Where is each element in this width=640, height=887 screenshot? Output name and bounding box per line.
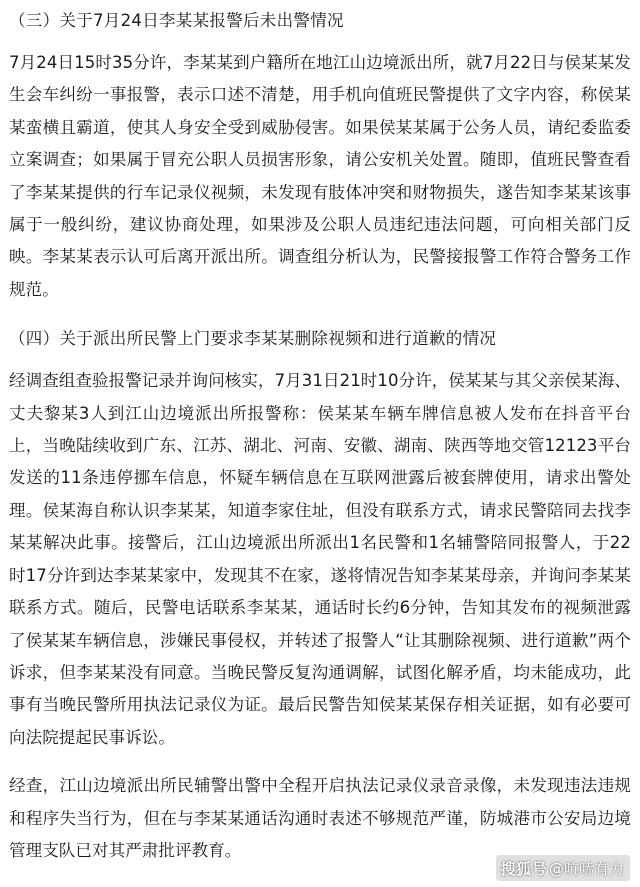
- section-4-paragraph-1: 经调查组查验报警记录并询问核实，7月31日21时10分许，侯某某与其父亲侯某海、丈夫黎某3人到江山边境派出所报警称：侯某某车辆车牌信息被人发布在抖音平台上，当晚陆续收到广东、江苏、湖北、河南、安徽、湖南、陕西等地交管12123平台发送的11条违停挪车信息，怀疑车辆信息在互联网泄露后被套牌使用，请求出警处理。侯某海自称认识李某某，知道李家住址，但没有联系方式，请求民警陪同去找李某某解决此事。接警后，江山边境派出所派出1名民警和1名辅警陪同报警人，于22时17分许到达李某某家中，发现其不在家，遂将情况告知李某某母亲，并询问李某某联系方式。随后，民警电话联系李某某，通话时长约6分钟，告知其发布的视频泄露了侯某某车辆信息，涉嫌民事侵权，并转述了报警人“让其删除视频、进行道歉”两个诉求，但李某某没有同意。当晚民警反复沟通调解，试图化解矛盾，均未能成功，此事有当晚民警所用执法记录仪为证。最后民警告知侯某某保存相关证据，如有必要可向法院提起民事诉讼。: [9, 371, 631, 747]
- section-3-heading: （三）关于7月24日李某某报警后未出警情况: [9, 11, 344, 30]
- watermark-author: @吭哧有力: [548, 859, 624, 878]
- section-4-paragraph-2: 经查，江山边境派出所民辅警出警中全程开启执法记录仪录音录像，未发现违法违规和程序失当行为，但在与李某某通话沟通时表述不够规范严谨，防城港市公安局边境管理支队已对其严肃批评教育。: [9, 776, 631, 860]
- section-3-paragraph: 7月24日15时35分许，李某某到户籍所在地江山边境派出所，就7月22日与侯某某发生会车纠纷一事报警，表示口述不清楚，用手机向值班民警提供了文字内容，称侯某某蛮横且霸道，使其人身安全受到威胁侵害。如果侯某某属于公务人员，请纪委监委立案调查；如果属于冒充公职人员损害形象，请公安机关处置。随即，值班民警查看了李某某提供的行车记录仪视频，未发现有肢体冲突和财物损失，遂告知李某某该事属于一般纠纷，建议协商处理，如果涉及公职人员违纪违法问题，可向相关部门反映。李某某表示认可后离开派出所。调查组分析认为，民警接报警工作符合警务工作规范。: [9, 53, 631, 299]
- section-4-heading: （四）关于派出所民警上门要求李某某删除视频和进行道歉的情况: [9, 329, 497, 349]
- watermark-logo: 搜狐号: [500, 859, 547, 878]
- sohu-watermark: [496, 855, 630, 881]
